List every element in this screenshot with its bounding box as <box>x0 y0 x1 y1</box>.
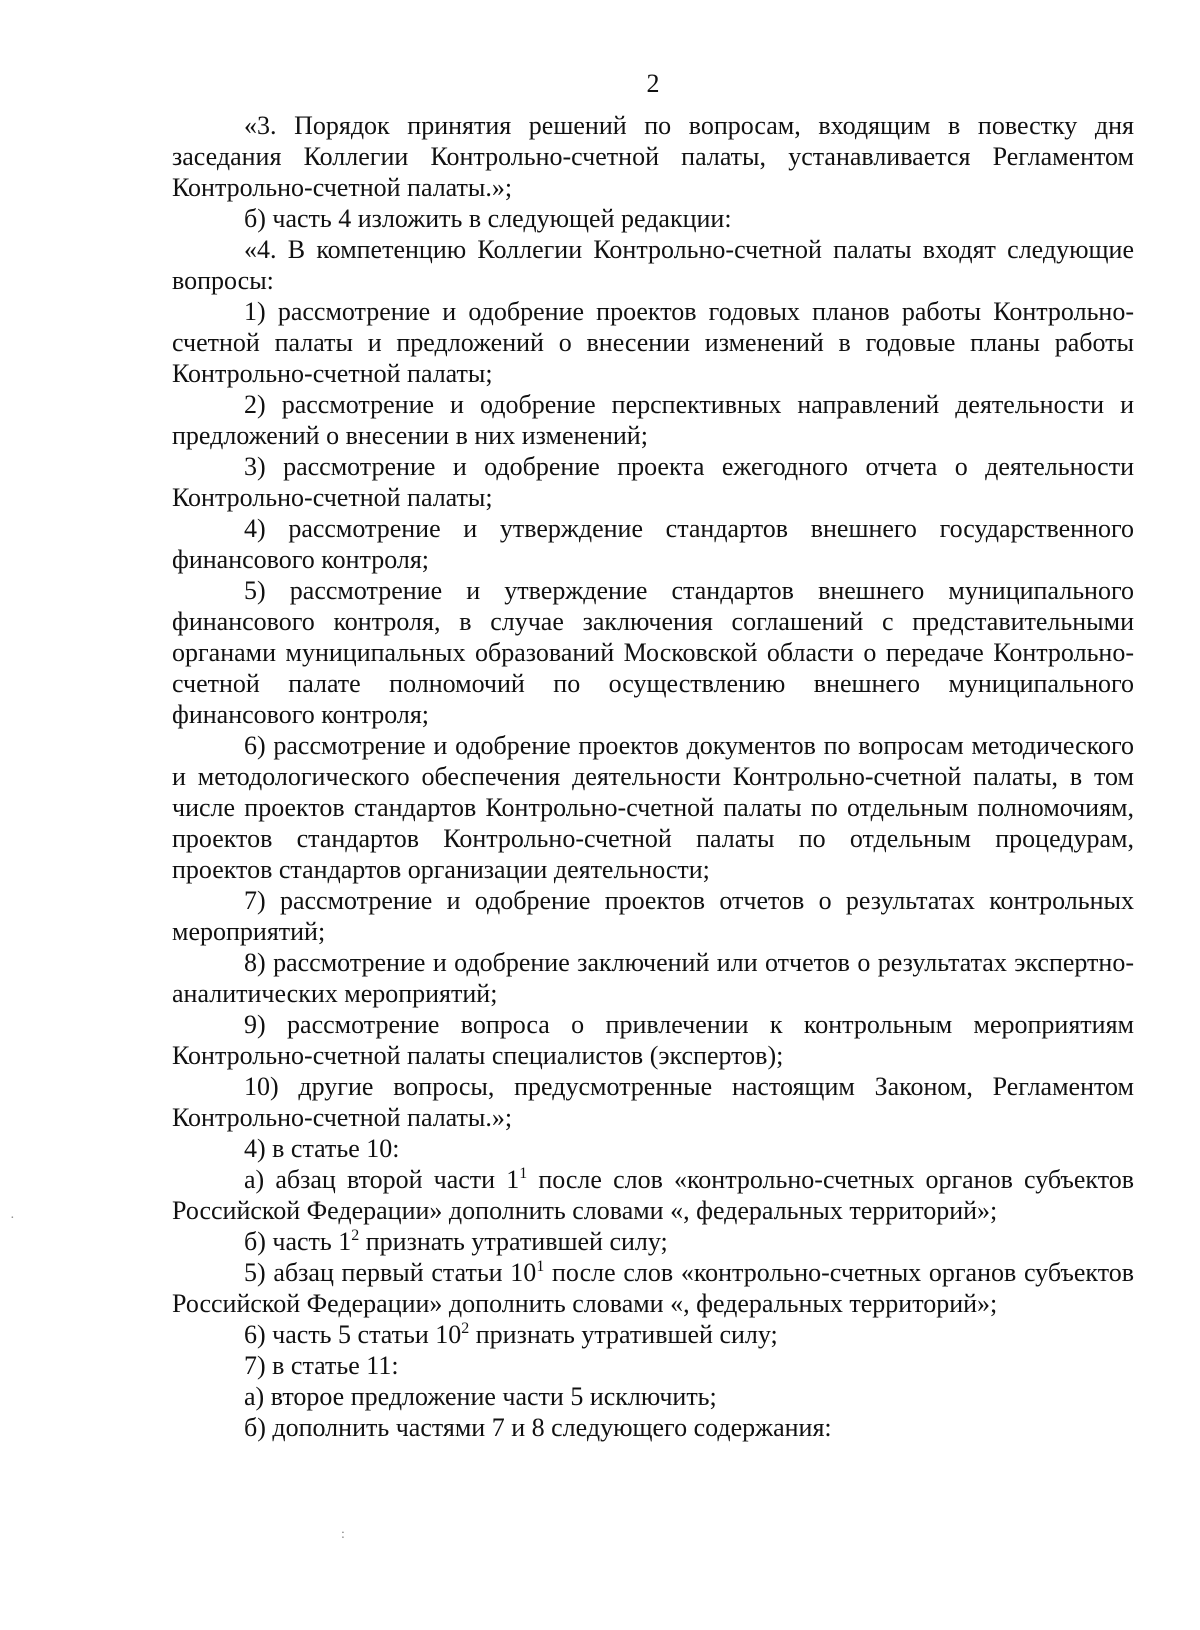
superscript: 1 <box>519 1165 528 1182</box>
paragraph: 2) рассмотрение и одобрение перспективных направлений деятельности и предложений о внесении в них изменений; <box>172 390 1134 450</box>
paragraph: 9) рассмотрение вопроса о привлечении к контрольным мероприятиям Контрольно-счетной палаты специалистов (экспертов); <box>172 1010 1134 1070</box>
amendment-text: 6) часть 5 статьи 10 <box>244 1320 462 1349</box>
scan-speck: : <box>341 1527 345 1542</box>
amendment-paragraph <box>172 1164 1134 1226</box>
amendment-text: б) часть 1 <box>244 1227 352 1256</box>
paragraph: 4) рассмотрение и утверждение стандартов внешнего государственного финансового контроля; <box>172 514 1134 574</box>
amendment-text: после слов «контрольно-счетных органов субъектов Российской Федерации» дополнить словами «, федеральных территорий»; <box>172 1165 1134 1225</box>
paragraph: б) часть 4 изложить в следующей редакции: <box>244 204 732 233</box>
superscript: 2 <box>351 1227 360 1244</box>
amendment-text: после слов «контрольно-счетных органов субъектов Российской Федерации» дополнить словами «, федеральных территорий»; <box>172 1258 1134 1318</box>
amendment-text: а) абзац второй части 1 <box>244 1165 520 1194</box>
amendment-text: признать утратившей силу; <box>469 1320 778 1349</box>
paragraph: 4) в статье 10: <box>244 1134 400 1163</box>
superscript: 2 <box>461 1320 470 1337</box>
amendment-paragraph <box>172 1257 1134 1319</box>
paragraph: 10) другие вопросы, предусмотренные настоящим Законом, Регламентом Контрольно-счетной палаты.»; <box>172 1072 1134 1132</box>
paragraph: а) второе предложение части 5 исключить; <box>244 1382 717 1411</box>
paragraph: 5) рассмотрение и утверждение стандартов внешнего муниципального финансового контроля, в случае заключения соглашений с представительными органами муниципальных образований Московской области о передаче Контрольно-счетной палате полномочий по осуществлению внешнего муниципального финансового контроля; <box>172 576 1134 729</box>
document-body <box>172 110 1134 1443</box>
paragraph: б) дополнить частями 7 и 8 следующего содержания: <box>244 1413 832 1442</box>
scan-speck: · <box>10 1211 15 1226</box>
superscript: 1 <box>536 1258 545 1275</box>
paragraph: «3. Порядок принятия решений по вопросам, входящим в повестку дня заседания Коллегии Контрольно-счетной палаты, устанавливается Регламентом Контрольно-счетной палаты.»; <box>172 111 1134 202</box>
page-number: 2 <box>646 69 660 98</box>
amendment-text: признать утратившей силу; <box>359 1227 668 1256</box>
paragraph: 8) рассмотрение и одобрение заключений или отчетов о результатах экспертно-аналитических мероприятий; <box>172 948 1134 1008</box>
paragraph: «4. В компетенцию Коллегии Контрольно-счетной палаты входят следующие вопросы: <box>172 235 1134 295</box>
paragraph: 3) рассмотрение и одобрение проекта ежегодного отчета о деятельности Контрольно-счетной палаты; <box>172 452 1134 512</box>
amendment-paragraph <box>172 1226 1134 1257</box>
amendment-paragraph <box>172 1319 1134 1350</box>
paragraph: 1) рассмотрение и одобрение проектов годовых планов работы Контрольно-счетной палаты и предложений о внесении изменений в годовые планы работы Контрольно-счетной палаты; <box>172 297 1134 388</box>
paragraph: 7) в статье 11: <box>244 1351 399 1380</box>
paragraph: 7) рассмотрение и одобрение проектов отчетов о результатах контрольных мероприятий; <box>172 886 1134 946</box>
paragraph: 6) рассмотрение и одобрение проектов документов по вопросам методического и методологического обеспечения деятельности Контрольно-счетной палаты, в том числе проектов стандартов Контрольно-счетной палаты по отдельным полномочиям, проектов стандартов Контрольно-счетной палаты по отдельным процедурам, проектов стандартов организации деятельности; <box>172 731 1134 884</box>
amendment-text: 5) абзац первый статьи 10 <box>244 1258 537 1287</box>
